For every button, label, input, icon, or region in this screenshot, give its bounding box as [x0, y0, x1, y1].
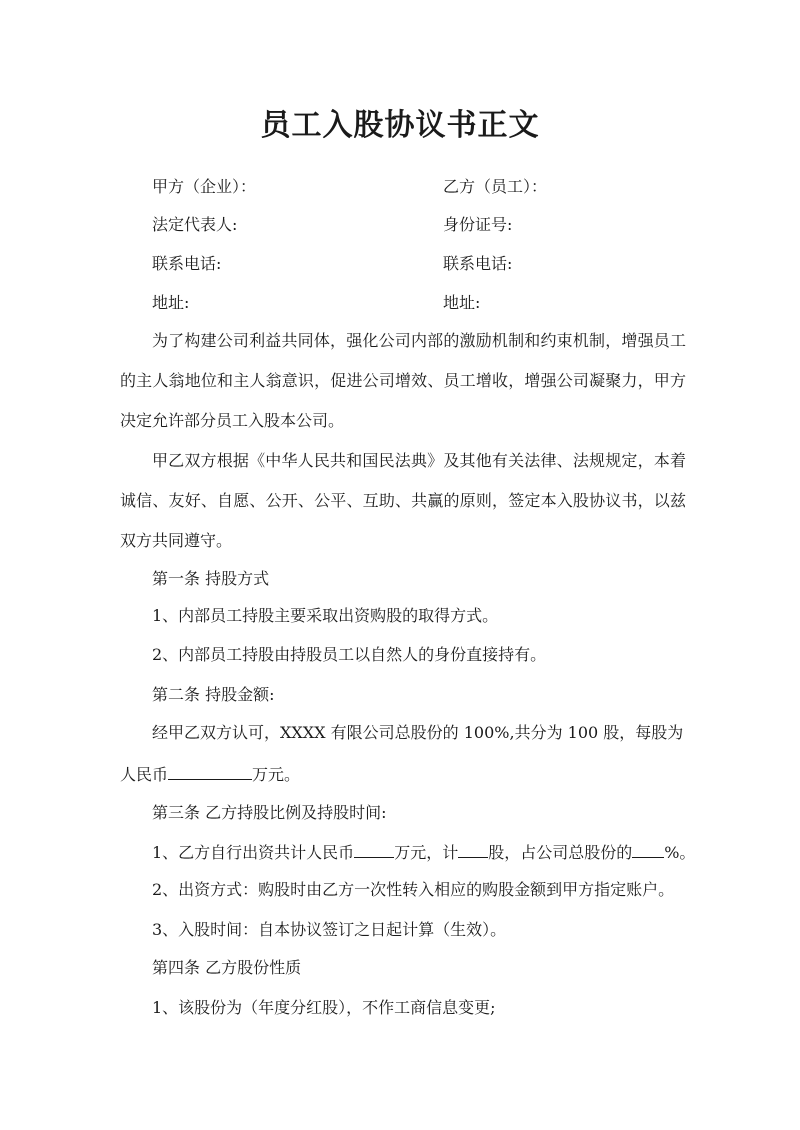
article-3-item-1-part-d: %。 [664, 843, 696, 862]
article-3-item-1-part-b: 万元，计 [394, 843, 459, 862]
article-2-line-2-suffix: 万元。 [252, 765, 301, 784]
article-2-line-1: 经甲乙双方认可，XXXX 有限公司总股份的 100%,共分为 100 股，每股为 [152, 723, 684, 742]
article-1-item-1: 1、内部员工持股主要采取出资购股的取得方式。 [152, 606, 499, 625]
article-4-item-1: 1、该股份为（年度分红股），不作工商信息变更; [152, 998, 496, 1017]
party-a-address: 地址: [152, 293, 190, 312]
intro-paragraph-2: 甲乙双方根据《中华人民共和国民法典》及其他有关法律、法规规定，本着诚信、友好、自愿、公开、公平、互助、共赢的原则，签定本入股协议书，以兹双方共同遵守。 [120, 451, 686, 550]
party-b-phone: 联系电话: [443, 254, 513, 273]
article-3-item-1 [152, 839, 695, 865]
intro-paragraph-1: 为了构建公司利益共同体，强化公司内部的激励机制和约束机制，增强员工的主人翁地位和主人翁意识，促进公司增效、员工增收，增强公司凝聚力，甲方决定允许部分员工入股本公司。 [120, 331, 686, 430]
article-3-heading: 第三条 乙方持股比例及持股时间: [152, 803, 387, 822]
article-3-item-2: 2、出资方式：购股时由乙方一次性转入相应的购股金额到甲方指定账户。 [152, 880, 675, 899]
party-a-company: 甲方（企业）： [152, 177, 257, 196]
article-2-line-2-prefix: 人民币 [120, 765, 169, 784]
article-3-item-1-part-a: 1、乙方自行出资共计人民币 [152, 843, 355, 862]
party-b-address: 地址: [443, 293, 481, 312]
amount-per-share-blank [168, 761, 252, 780]
share-count-blank [458, 839, 488, 858]
party-b-id-number: 身份证号: [443, 215, 513, 234]
document-title: 员工入股协议书正文 [260, 108, 540, 143]
party-a-phone: 联系电话: [152, 254, 222, 273]
investment-amount-blank [354, 839, 394, 858]
article-1-item-2: 2、内部员工持股由持股员工以自然人的身份直接持有。 [152, 645, 547, 664]
article-2-line-2 [120, 761, 300, 787]
article-4-heading: 第四条 乙方股份性质 [152, 958, 302, 977]
article-3-item-3: 3、入股时间：自本协议签订之日起计算（生效）。 [152, 920, 507, 939]
article-3-item-1-part-c: 股，占公司总股份的 [488, 843, 633, 862]
share-percent-blank [632, 839, 664, 858]
party-b-employee: 乙方（员工）： [443, 177, 548, 196]
article-2-heading: 第二条 持股金额: [152, 685, 275, 704]
party-a-representative: 法定代表人: [152, 215, 238, 234]
article-1-heading: 第一条 持股方式 [152, 569, 270, 588]
